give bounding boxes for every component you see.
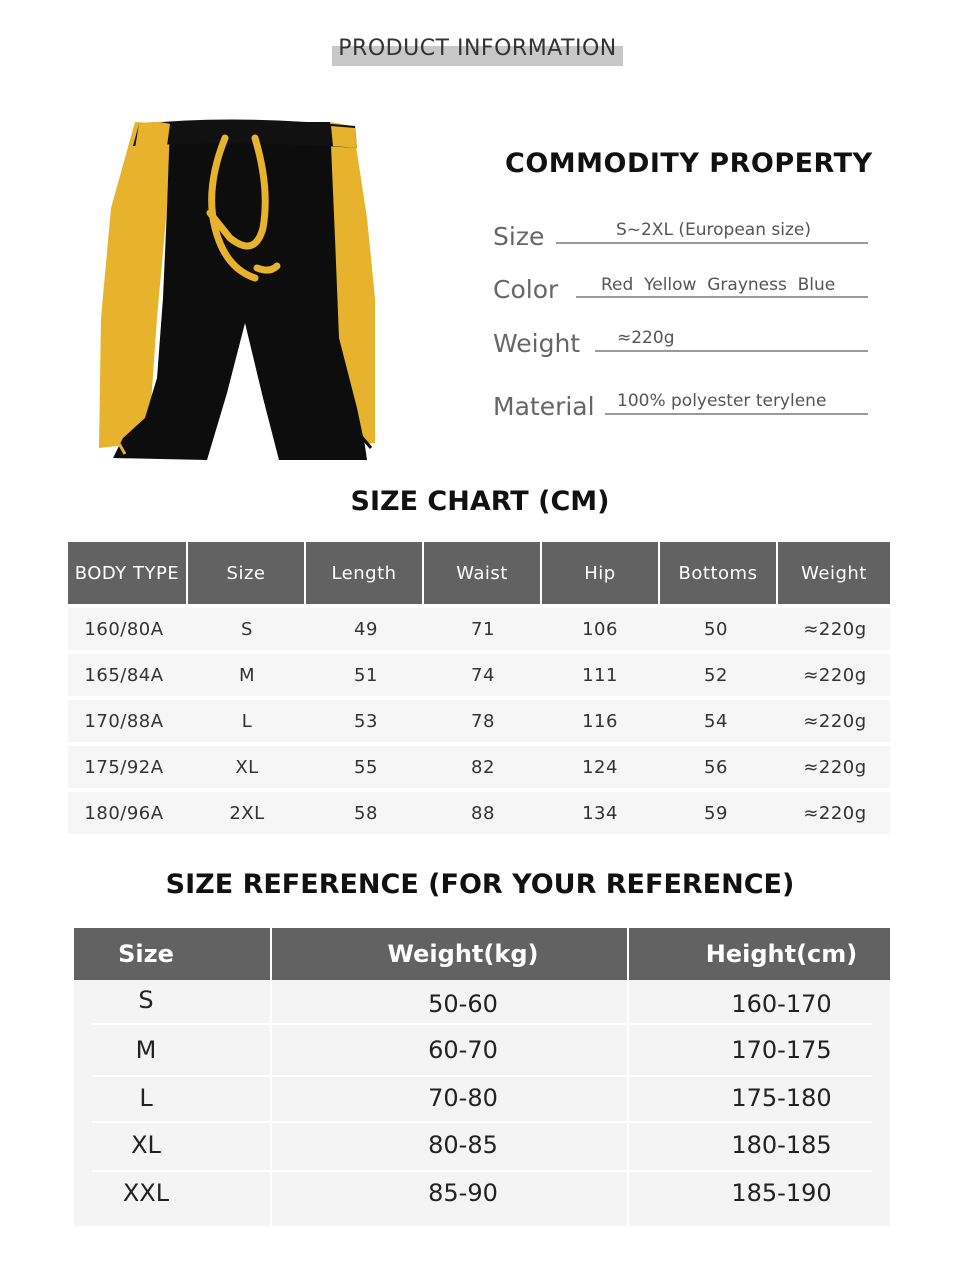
ref-cell-height: 170-175 — [731, 1036, 832, 1064]
ref-cell-size: S — [138, 986, 154, 1014]
cell-body-type: 175/92A — [84, 756, 164, 778]
cell-body-type: 180/96A — [84, 802, 164, 824]
size-underline — [556, 242, 868, 244]
ref-cell-weight: 50-60 — [428, 990, 498, 1018]
cell-bottoms: 56 — [704, 756, 728, 778]
cell-waist: 78 — [471, 710, 495, 732]
ref-header-weight: Weight(kg) — [387, 940, 539, 968]
header-body-type: BODY TYPE — [68, 542, 188, 604]
cell-weight: ≈220g — [803, 756, 867, 778]
cell-size: L — [241, 710, 253, 732]
ref-cell-weight: 85-90 — [428, 1179, 498, 1207]
size-chart-title: SIZE CHART (CM) — [350, 486, 610, 517]
cell-length: 51 — [354, 664, 378, 686]
cell-weight: ≈220g — [803, 802, 867, 824]
cell-hip: 116 — [582, 710, 618, 732]
cell-hip: 106 — [582, 618, 618, 640]
cell-size: S — [241, 618, 253, 640]
product-information-banner — [332, 30, 623, 66]
cell-weight: ≈220g — [803, 664, 867, 686]
cell-bottoms: 52 — [704, 664, 728, 686]
commodity-property-title: COMMODITY PROPERTY — [505, 148, 873, 179]
cell-hip: 124 — [582, 756, 618, 778]
cell-length: 58 — [354, 802, 378, 824]
header-size: Size — [188, 542, 306, 604]
material-label: Material — [493, 392, 595, 421]
size-reference-table — [74, 928, 890, 1226]
cell-length: 53 — [354, 710, 378, 732]
cell-body-type: 165/84A — [84, 664, 164, 686]
material-value: 100% polyester terylene — [617, 391, 827, 411]
cell-length: 55 — [354, 756, 378, 778]
header-bottoms: Bottoms — [660, 542, 778, 604]
banner-text: PRODUCT INFORMATION — [338, 36, 617, 61]
color-underline — [576, 296, 868, 298]
cell-size: XL — [235, 756, 259, 778]
ref-cell-height: 175-180 — [731, 1084, 832, 1112]
cell-size: 2XL — [229, 802, 265, 824]
size-chart-table — [68, 542, 890, 834]
cell-weight: ≈220g — [803, 710, 867, 732]
ref-cell-height: 185-190 — [731, 1179, 832, 1207]
table-row — [68, 654, 890, 696]
ref-cell-size: XXL — [122, 1179, 170, 1207]
ref-cell-size: L — [139, 1084, 153, 1112]
color-value: Red Yellow Grayness Blue — [601, 275, 836, 295]
ref-header-height: Height(cm) — [705, 940, 858, 968]
size-label: Size — [493, 222, 545, 251]
ref-cell-height: 160-170 — [731, 990, 832, 1018]
cell-bottoms: 50 — [704, 618, 728, 640]
table-row — [68, 700, 890, 742]
cell-hip: 111 — [582, 664, 618, 686]
ref-cell-size: M — [135, 1036, 157, 1064]
header-length: Length — [306, 542, 424, 604]
size-reference-title: SIZE REFERENCE (FOR YOUR REFERENCE) — [165, 869, 795, 900]
size-chart-header-row — [68, 542, 890, 604]
cell-weight: ≈220g — [803, 618, 867, 640]
cell-bottoms: 59 — [704, 802, 728, 824]
ref-cell-weight: 60-70 — [428, 1036, 498, 1064]
table-row — [68, 608, 890, 650]
header-weight: Weight — [801, 562, 867, 584]
weight-underline — [595, 350, 868, 352]
cell-length: 49 — [354, 618, 378, 640]
ref-header-size: Size — [118, 940, 174, 968]
ref-cell-height: 180-185 — [731, 1131, 832, 1159]
table-row — [68, 746, 890, 788]
cell-bottoms: 54 — [704, 710, 728, 732]
material-underline — [605, 413, 868, 415]
size-value: S~2XL (European size) — [616, 220, 811, 240]
cell-waist: 71 — [471, 618, 495, 640]
cell-body-type: 160/80A — [84, 618, 164, 640]
weight-label: Weight — [493, 329, 581, 358]
ref-cell-size: XL — [131, 1131, 161, 1159]
weight-value: ≈220g — [617, 328, 675, 348]
table-row — [68, 792, 890, 834]
ref-cell-weight: 80-85 — [428, 1131, 498, 1159]
shorts-product-image — [95, 118, 375, 466]
cell-waist: 88 — [471, 802, 495, 824]
cell-hip: 134 — [582, 802, 618, 824]
header-hip: Hip — [542, 542, 660, 604]
cell-waist: 82 — [471, 756, 495, 778]
cell-size: M — [238, 664, 256, 686]
color-label: Color — [493, 275, 559, 304]
ref-cell-weight: 70-80 — [428, 1084, 498, 1112]
cell-waist: 74 — [471, 664, 495, 686]
cell-body-type: 170/88A — [84, 710, 164, 732]
header-waist: Waist — [424, 542, 542, 604]
